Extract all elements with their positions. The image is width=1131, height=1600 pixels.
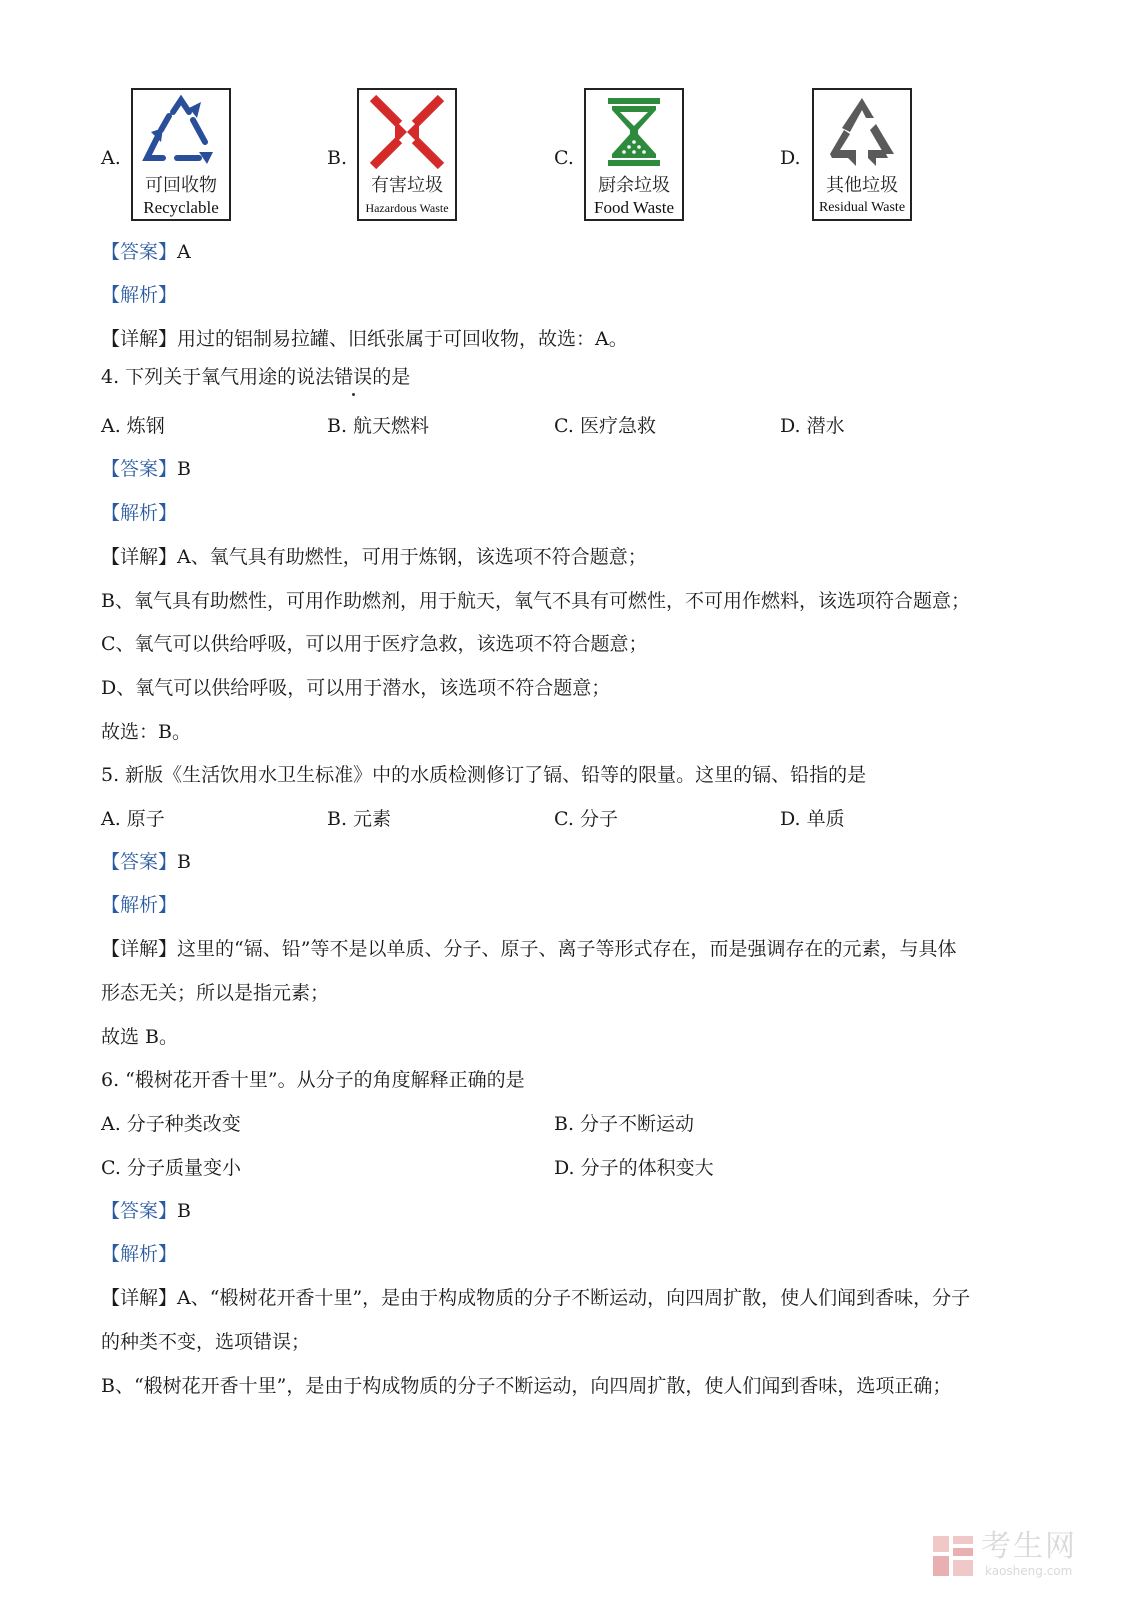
q4-option-c: C. 医疗急救	[554, 415, 656, 437]
q6-option-b: B. 分子不断运动	[554, 1113, 695, 1135]
q6-option-d: D. 分子的体积变大	[554, 1157, 714, 1179]
analysis-tag: 【解析】	[101, 284, 178, 306]
q4-conclusion: 故选：B。	[101, 721, 191, 743]
hazardous-sign	[357, 88, 457, 221]
answer-value: B	[177, 458, 191, 480]
q5-stem: 5. 新版《生活饮用水卫生标准》中的水质检测修订了镉、铅等的限量。这里的镉、铅指的是	[101, 764, 867, 786]
detail-tag: 【详解】	[101, 546, 178, 568]
sign-label-en: Hazardous Waste	[365, 201, 449, 215]
detail-text: A、“椴树花开香十里”，是由于构成物质的分子不断运动，向四周扩散，使人们闻到香味，分子	[177, 1287, 971, 1309]
q4-stem	[101, 365, 410, 389]
detail-text: A、氧气具有助燃性，可用于炼钢，该选项不符合题意；	[177, 546, 647, 568]
q4-option-b: B. 航天燃料	[327, 415, 430, 437]
q6-option-c: C. 分子质量变小	[101, 1157, 241, 1179]
q3-answer	[101, 240, 191, 264]
residual-waste-sign	[812, 88, 912, 221]
q5-option-a: A. 原子	[101, 808, 165, 830]
watermark-cn: 考生网	[981, 1529, 1077, 1564]
q4-analysis	[101, 501, 177, 525]
answer-tag: 【答案】	[101, 241, 178, 263]
analysis-tag: 【解析】	[101, 502, 178, 524]
answer-tag: 【答案】	[101, 1200, 178, 1222]
option-letter: C.	[554, 147, 574, 169]
q4-detail-2: B、氧气具有助燃性，可用作助燃剂，用于航天，氧气不具有可燃性，不可用作燃料，该选项符合题意；	[101, 590, 970, 612]
food-waste-sign	[584, 88, 684, 221]
q4-detail-3: C、氧气可以供给呼吸，可以用于医疗急救，该选项不符合题意；	[101, 633, 648, 655]
watermark-logo	[931, 1530, 1091, 1582]
option-letter: A.	[101, 147, 121, 169]
sign-label-en: Recyclable	[143, 198, 219, 217]
q6-detail-2: 的种类不变，选项错误；	[101, 1331, 311, 1353]
answer-tag: 【答案】	[101, 851, 178, 873]
hazard-cross-icon	[359, 90, 455, 176]
q5-option-c: C. 分子	[554, 808, 618, 830]
detail-tag: 【详解】	[101, 1287, 178, 1309]
q4-detail-4: D、氧气可以供给呼吸，可以用于潜水，该选项不符合题意；	[101, 677, 611, 699]
sign-label-cn: 其他垃圾	[826, 175, 898, 196]
q3-analysis	[101, 283, 177, 307]
detail-tag: 【详解】	[101, 328, 178, 350]
q5-detail-1	[101, 937, 956, 961]
sign-label-en: Food Waste	[593, 198, 674, 217]
q5-option-b: B. 元素	[327, 808, 392, 830]
hourglass-icon	[586, 90, 682, 176]
q4-answer	[101, 457, 191, 481]
answer-value: A	[177, 241, 191, 263]
option-letter: B.	[327, 147, 348, 169]
q4-option-d: D. 潜水	[780, 415, 845, 437]
answer-value: B	[177, 1200, 191, 1222]
triangle-arrows-icon	[814, 90, 910, 176]
q5-analysis	[101, 893, 177, 917]
sign-label-en: Residual Waste	[818, 200, 906, 215]
analysis-tag: 【解析】	[101, 1243, 178, 1265]
detail-text: 这里的“镉、铅”等不是以单质、分子、原子、离子等形式存在，而是强调存在的元素，与具体	[177, 938, 957, 960]
q5-conclusion: 故选 B。	[101, 1026, 179, 1048]
stem-text: 4. 下列关于氧气用途的说法	[101, 366, 335, 388]
emphasis-dotted	[334, 365, 372, 389]
q4-option-a: A. 炼钢	[101, 415, 165, 437]
q6-detail-3: B、“椴树花开香十里”，是由于构成物质的分子不断运动，向四周扩散，使人们闻到香味，选项正确；	[101, 1375, 952, 1397]
watermark-en: kaosheng.com	[985, 1564, 1073, 1578]
q6-analysis	[101, 1242, 177, 1266]
detail-text: 用过的铝制易拉罐、旧纸张属于可回收物，故选：A。	[177, 328, 628, 350]
stem-text-end: 的是	[372, 366, 411, 388]
q5-answer	[101, 850, 191, 874]
watermark-icon	[931, 1534, 975, 1578]
answer-value: B	[177, 851, 191, 873]
sign-label-cn: 可回收物	[145, 175, 217, 196]
q6-detail-1	[101, 1286, 970, 1310]
q6-answer	[101, 1199, 191, 1223]
detail-tag: 【详解】	[101, 938, 178, 960]
sign-label-cn: 有害垃圾	[371, 175, 443, 196]
q5-detail-2: 形态无关；所以是指元素；	[101, 982, 330, 1004]
option-letter: D.	[780, 147, 801, 169]
sign-label-cn: 厨余垃圾	[598, 175, 670, 196]
recyclable-sign	[131, 88, 231, 221]
q6-stem: 6. “椴树花开香十里”。从分子的角度解释正确的是	[101, 1069, 525, 1091]
q6-option-a: A. 分子种类改变	[101, 1113, 241, 1135]
recycle-arrows-icon	[133, 90, 229, 176]
stem-emphasis: 错误	[334, 366, 373, 388]
answer-tag: 【答案】	[101, 458, 178, 480]
q3-detail	[101, 327, 628, 351]
q5-option-d: D. 单质	[780, 808, 845, 830]
analysis-tag: 【解析】	[101, 894, 178, 916]
q4-detail-1	[101, 545, 647, 569]
